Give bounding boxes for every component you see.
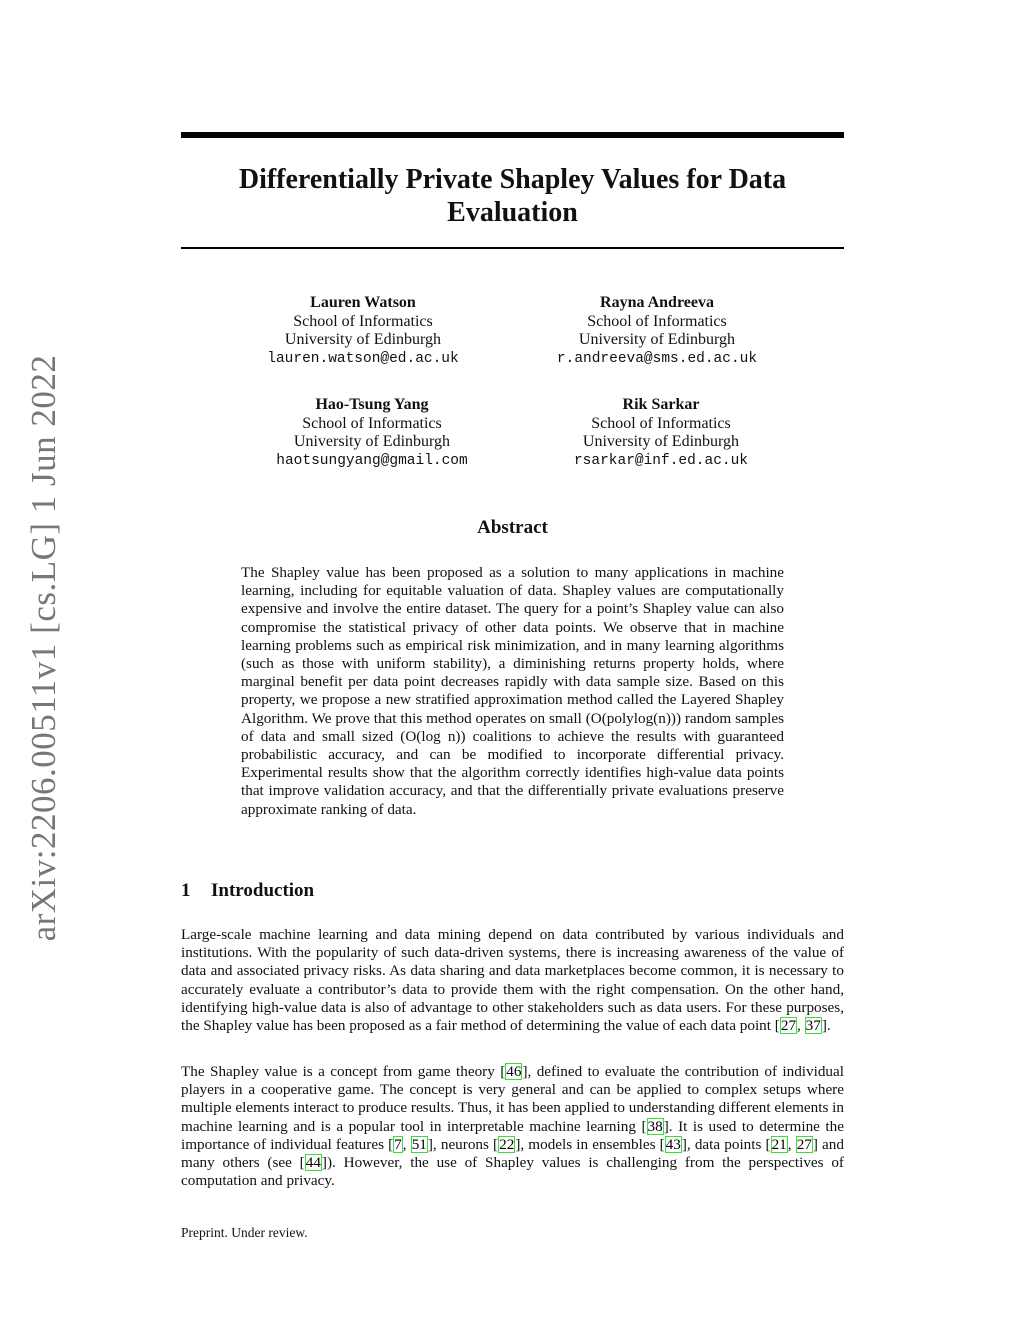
citation-separator: , <box>402 1135 411 1153</box>
citation-separator: , <box>787 1135 796 1153</box>
author-department: School of Informatics <box>302 414 442 432</box>
author-university: University of Edinburgh <box>293 433 451 450</box>
paragraph-text: ] and many others (see [ <box>181 1135 844 1172</box>
paragraph-text: ], defined to evaluate the contribution of individual players in a cooperative game. The concept is very general and can be applied to complex setups where multiple elements interact to produce results. Thus, it has been applied to understanding different elements in machine learning and is a popular tool in interpretable machine learning [ <box>181 1063 844 1135</box>
citation-link[interactable]: 37 <box>805 1017 821 1035</box>
author-name: Rik Sarkar <box>622 396 700 413</box>
paragraph-text: ], data points [ <box>681 1135 771 1153</box>
author-university: University of Edinburgh <box>578 331 736 348</box>
author-card <box>198 294 528 368</box>
preprint-footer: Preprint. Under review. <box>181 1225 308 1240</box>
abstract-text: The Shapley value has been proposed as a solution to many applications in machine learning, including for equitable valuation of data. Shapley values are computationally expensive and involve the entire dataset. The query for a point’s Shapley value can also compromise the statistical privacy of other data points. We observe that in machine learning problems such as empirical risk minimization, and in many learning algorithms (such as those with uniform stability), a diminishing returns property holds, where marginal benefit per data point decreases rapidly with data sample size. Based on this property, we propose a new stratified approximation method called the Layered Shapley Algorithm. We prove that this method operates on small (O(polylog(n))) random samples of data and small sized (O(log n)) coalitions to achieve the results with guaranteed probabilistic accuracy, and can be modified to incorporate differential privacy. Experimental results show that the algorithm correctly identifies high-value data points that improve validation accuracy, and that the differentially private evaluations preserve approximate ranking of data. <box>241 564 784 818</box>
author-email: haotsungyang@gmail.com <box>276 452 468 469</box>
author-name: Lauren Watson <box>310 294 416 311</box>
author-name: Rayna Andreeva <box>600 294 714 311</box>
citation-link[interactable]: 44 <box>305 1154 321 1172</box>
citation-link[interactable]: 46 <box>506 1063 522 1080</box>
paragraph-text: ]. <box>821 1017 831 1035</box>
paragraph-text: The Shapley value is a concept from game theory [ <box>181 1063 506 1080</box>
paragraph-text: ], neurons [ <box>427 1135 499 1153</box>
paragraph-text: ]. It is used to determine the importance of individual features [ <box>181 1117 844 1153</box>
section-heading <box>181 880 314 902</box>
section-number: 1 <box>181 880 191 901</box>
abstract-heading: Abstract <box>477 517 548 538</box>
author-department: School of Informatics <box>587 312 727 330</box>
author-email: lauren.watson@ed.ac.uk <box>267 350 459 367</box>
top-rule <box>181 132 844 138</box>
title-rule <box>181 247 844 249</box>
paragraph-text: ]). However, the use of Shapley values is challenging from the perspectives of computation and privacy. <box>181 1154 844 1190</box>
paragraph-text: ], models in ensembles [ <box>515 1135 665 1153</box>
section-title: Introduction <box>211 880 315 901</box>
citation-link[interactable]: 21 <box>771 1135 787 1153</box>
citation-link[interactable]: 7 <box>394 1135 402 1153</box>
author-department: School of Informatics <box>293 312 433 330</box>
author-department: School of Informatics <box>591 414 731 432</box>
paragraph-text: Large-scale machine learning and data mining depend on data contributed by various individuals and institutions. With the popularity of such data-driven systems, there is increasing awareness of the value of data and associated privacy risks. As data sharing and data marketplaces become common, it is necessary to accurately evaluate a contributor’s data to provide them with the right compensation. On the other hand, identifying high-value data is also of advantage to other stakeholders such as data users. For these purposes, the Shapley value has been proposed as a fair method of determining the value of each data point [ <box>181 926 844 1035</box>
author-university: University of Edinburgh <box>284 331 442 348</box>
paper-title: Differentially Private Shapley Values for Data Evaluation <box>238 164 787 228</box>
author-card <box>496 396 826 470</box>
citation-link[interactable]: 43 <box>665 1135 681 1153</box>
author-email: r.andreeva@sms.ed.ac.uk <box>556 350 758 367</box>
intro-paragraph-2 <box>181 1063 844 1190</box>
citation-link[interactable]: 27 <box>780 1017 797 1035</box>
intro-paragraph-1 <box>181 926 844 1035</box>
author-email: rsarkar@inf.ed.ac.uk <box>573 452 749 469</box>
author-university: University of Edinburgh <box>582 433 740 450</box>
citation-link[interactable]: 51 <box>411 1135 427 1153</box>
author-card <box>207 396 537 470</box>
citation-separator: , <box>797 1017 805 1035</box>
citation-link[interactable]: 38 <box>647 1117 663 1135</box>
citation-link[interactable]: 27 <box>796 1135 812 1153</box>
citation-link[interactable]: 22 <box>499 1135 515 1153</box>
author-card <box>492 294 822 368</box>
author-name: Hao-Tsung Yang <box>315 396 429 413</box>
arxiv-side-stamp: arXiv:2206.00511v1 [cs.LG] 1 Jun 2022 <box>24 354 63 942</box>
